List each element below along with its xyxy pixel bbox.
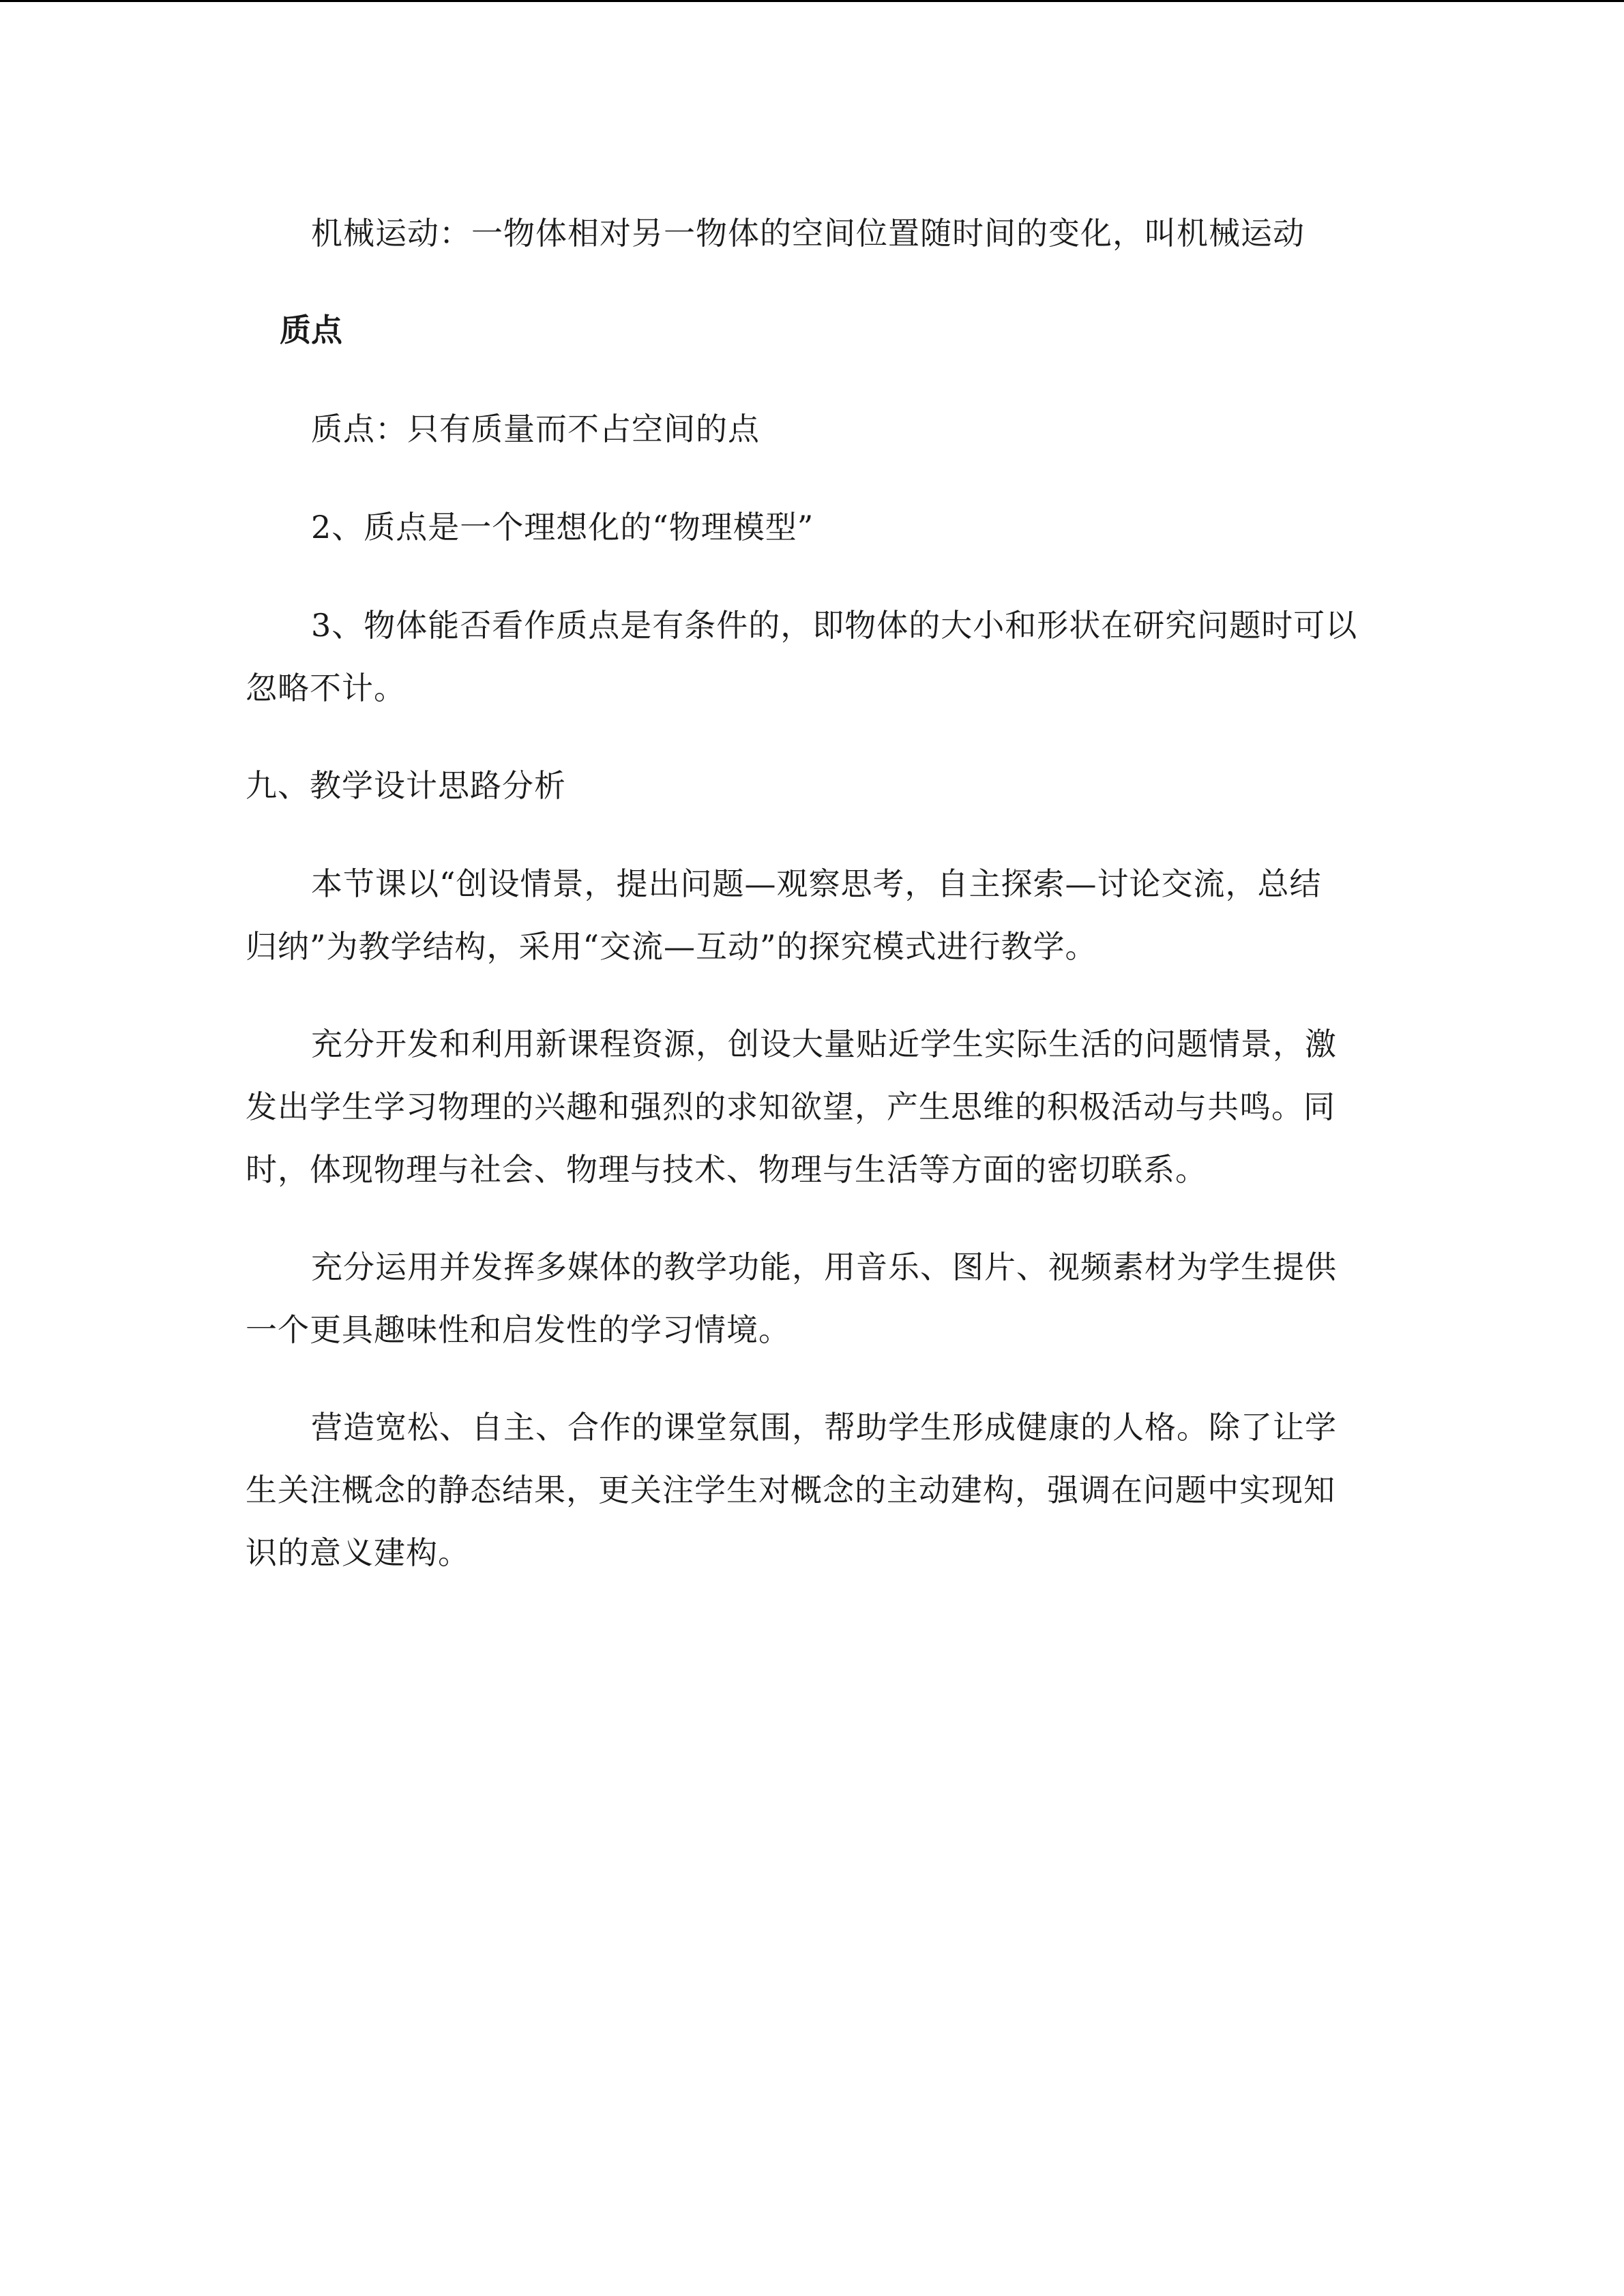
- text-line: 归纳”为教学结构，采用“交流—互动”的探究模式进行教学。: [246, 928, 1097, 965]
- text-line: 生关注概念的静态结果，更关注学生对概念的主动建构，强调在问题中实现知: [246, 1472, 1335, 1508]
- text-line: 一个更具趣味性和启发性的学习情境。: [246, 1311, 791, 1348]
- text-line: 本节课以“创设情景，提出问题—观察思考，自主探索—讨论交流，总结: [311, 865, 1322, 902]
- text-line: 充分开发和利用新课程资源，创设大量贴近学生实际生活的问题情景，激: [311, 1026, 1337, 1062]
- page-top-border: [0, 0, 1624, 2]
- paragraph-mechanical-motion: [246, 202, 1443, 265]
- paragraph-particle-definition: [246, 398, 1443, 460]
- text-line: 忽略不计。: [246, 670, 406, 706]
- paragraph-particle-condition: [246, 594, 1378, 719]
- text-line: 2、质点是一个理想化的“物理模型”: [311, 509, 814, 546]
- text-line: 充分运用并发挥多媒体的教学功能，用音乐、图片、视频素材为学生提供: [311, 1249, 1337, 1285]
- text-line: 时，体现物理与社会、物理与技术、物理与生活等方面的密切联系。: [246, 1151, 1207, 1188]
- text-line: 营造宽松、自主、合作的课堂氛围，帮助学生形成健康的人格。除了让学: [311, 1409, 1337, 1446]
- text-line: 3、物体能否看作质点是有条件的，即物体的大小和形状在研究问题时可以: [311, 607, 1358, 644]
- paragraph-classroom-atmosphere: [246, 1396, 1378, 1584]
- text-line: 识的意义建构。: [246, 1534, 470, 1571]
- paragraph-teaching-structure: [246, 852, 1378, 978]
- heading-particle: 质点: [280, 312, 342, 348]
- text-line: 发出学生学习物理的兴趣和强烈的求知欲望，产生思维的积极活动与共鸣。同: [246, 1088, 1335, 1125]
- text-line: 九、教学设计思路分析: [246, 767, 566, 804]
- paragraph-particle-model: [246, 496, 1443, 558]
- section-heading-nine: [246, 754, 1378, 817]
- text-line: 机械运动：一物体相对另一物体的空间位置随时间的变化，叫机械运动: [311, 215, 1305, 252]
- text-line: 质点：只有质量而不占空间的点: [311, 411, 760, 447]
- paragraph-course-resources: [246, 1013, 1378, 1201]
- paragraph-multimedia: [246, 1236, 1378, 1361]
